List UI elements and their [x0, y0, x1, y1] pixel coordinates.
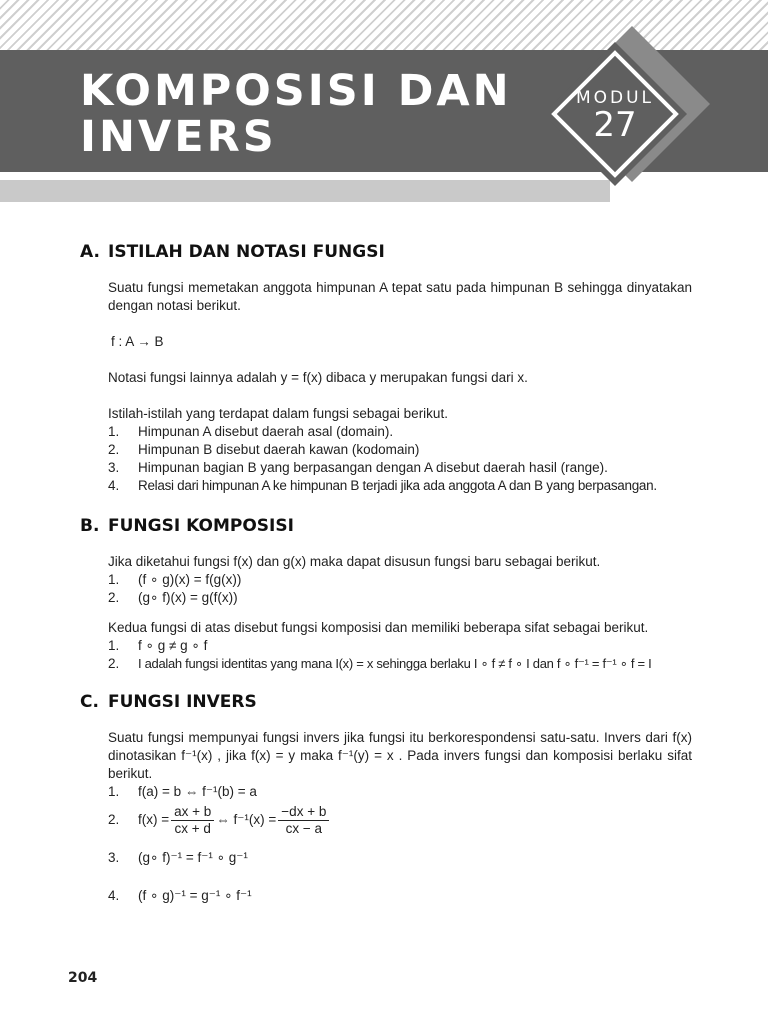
- fraction: [278, 804, 329, 837]
- terms-intro: Istilah-istilah yang terdapat dalam fungsi sebagai berikut.: [108, 406, 448, 421]
- formula-text: (g∘ f)(x) = g(f(x)): [138, 590, 238, 605]
- formula-text: f ∘ g ≠ g ∘ f: [138, 638, 208, 653]
- section-title: ISTILAH DAN NOTASI FUNGSI: [108, 242, 385, 262]
- composition-formulas: [108, 571, 692, 607]
- main-content: [80, 243, 692, 915]
- properties-intro: Kedua fungsi di atas disebut fungsi komposisi dan memiliki beberapa sifat sebagai berikut.: [108, 620, 649, 635]
- list-text: Himpunan bagian B yang berpasangan dengan A disebut daerah hasil (range).: [138, 460, 608, 475]
- composition-properties: [108, 637, 692, 673]
- section-letter: B.: [80, 516, 100, 536]
- fraction-denominator: cx + d: [174, 820, 211, 836]
- section-a-intro: Suatu fungsi memetakan anggota himpunan A tepat satu pada himpunan B sehingga dinyatakan dengan notasi berikut.: [108, 280, 692, 313]
- fraction-numerator: ax + b: [171, 804, 214, 821]
- section-b-body: [80, 553, 692, 673]
- page-title: [80, 68, 512, 160]
- formula-lhs: f(x) =: [138, 812, 170, 827]
- terms-list: [108, 423, 692, 495]
- formula-text: I adalah fungsi identitas yang mana I(x) = x sehingga berlaku I ∘ f ≠ f ∘ I dan f ∘ f⁻¹ = f⁻¹ ∘ f = I: [138, 656, 652, 671]
- list-item: [108, 589, 692, 607]
- section-title: FUNGSI INVERS: [108, 692, 257, 712]
- section-c-heading: [80, 693, 692, 711]
- page-number: 204: [68, 970, 98, 986]
- page-title-line-1: KOMPOSISI DAN: [80, 66, 512, 116]
- list-number: 2.: [108, 590, 120, 605]
- formula-text: (g∘ f)⁻¹ = f⁻¹ ∘ g⁻¹: [138, 850, 248, 865]
- list-text: Himpunan A disebut daerah asal (domain).: [138, 424, 394, 439]
- section-b-heading: [80, 517, 692, 535]
- section-a-heading: [80, 243, 692, 261]
- section-letter: C.: [80, 692, 99, 712]
- list-number: 4.: [108, 478, 120, 493]
- inverse-properties: [108, 783, 692, 915]
- list-number: 4.: [108, 888, 120, 903]
- list-item: [108, 783, 692, 801]
- list-number: 2.: [108, 812, 120, 827]
- list-item: [108, 637, 692, 655]
- page-title-line-2: INVERS: [80, 112, 277, 162]
- list-item: [108, 877, 692, 915]
- list-number: 2.: [108, 442, 120, 457]
- list-item: [108, 571, 692, 589]
- modul-number: 27: [593, 105, 637, 145]
- alt-notation: Notasi fungsi lainnya adalah y = f(x) dibaca y merupakan fungsi dari x.: [108, 370, 528, 385]
- fraction-numerator: −dx + b: [278, 804, 329, 821]
- list-number: 3.: [108, 460, 120, 475]
- fraction: [171, 804, 214, 837]
- list-number: 1.: [108, 638, 120, 653]
- section-b-intro: Jika diketahui fungsi f(x) dan g(x) maka dapat disusun fungsi baru sebagai berikut.: [108, 554, 601, 569]
- section-a-body: [80, 279, 692, 495]
- list-text: Himpunan B disebut daerah kawan (kodomain): [138, 442, 420, 457]
- list-text: Relasi dari himpunan A ke himpunan B terjadi jika ada anggota A dan B yang berpasangan.: [138, 478, 657, 493]
- fraction-denominator: cx − a: [285, 820, 323, 836]
- formula-text: (f ∘ g)(x) = f(g(x)): [138, 572, 242, 587]
- section-c-intro: Suatu fungsi mempunyai fungsi invers jika fungsi itu berkorespondensi satu-satu. Invers dari f(x) dinotasikan f⁻¹(x) , jika f(x) = y maka f⁻¹(y) = x . Pada invers fungsi dan komposisi berlaku sifat berikut.: [108, 730, 692, 781]
- list-item: [108, 423, 692, 441]
- list-number: 1.: [108, 572, 120, 587]
- list-item: [108, 477, 692, 495]
- section-title: FUNGSI KOMPOSISI: [108, 516, 294, 536]
- list-number: 1.: [108, 784, 120, 799]
- list-item: [108, 801, 692, 839]
- list-number: 2.: [108, 656, 120, 671]
- list-number: 1.: [108, 424, 120, 439]
- list-item: [108, 441, 692, 459]
- function-notation: f : A → B: [111, 334, 164, 349]
- modul-label: MODUL: [575, 88, 655, 108]
- list-item: [108, 459, 692, 477]
- section-letter: A.: [80, 242, 100, 262]
- list-number: 3.: [108, 850, 120, 865]
- formula-middle: ⇔ f⁻¹(x) =: [216, 812, 277, 827]
- formula-text: f(a) = b ⇔ f⁻¹(b) = a: [138, 784, 257, 799]
- list-item: [108, 839, 692, 877]
- section-c-body: [80, 729, 692, 915]
- list-item: [108, 655, 692, 673]
- formula-text: (f ∘ g)⁻¹ = g⁻¹ ∘ f⁻¹: [138, 888, 252, 903]
- banner-underline-bar: [0, 180, 610, 202]
